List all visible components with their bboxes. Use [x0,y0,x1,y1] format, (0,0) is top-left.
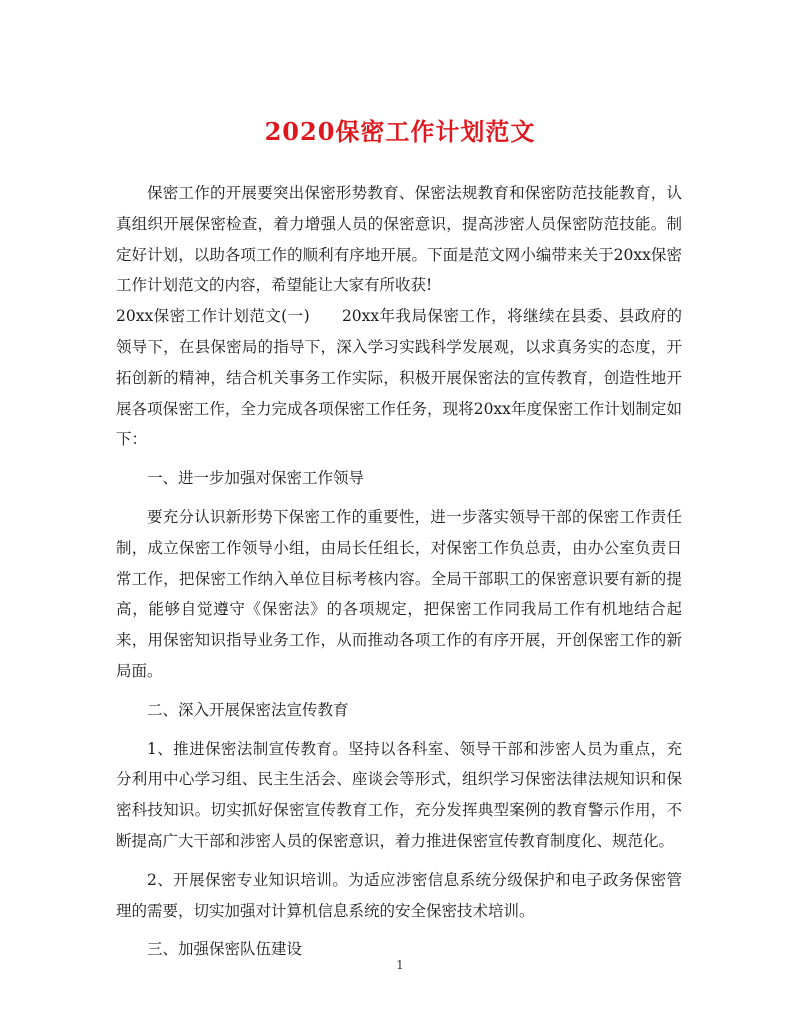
section-2-item-2: 2、开展保密专业知识培训。为适应涉密信息系统分级保护和电子政务保密管理的需要，切实加强对计算机信息系统的安全保密技术培训。 [116,870,682,920]
section-1-paragraph: 要充分认识新形势下保密工作的重要性，进一步落实领导干部的保密工作责任制，成立保密工作领导小组，由局长任组长，对保密工作负总责，由办公室负责日常工作，把保密工作纳入单位目标考核内容。全局干部职工的保密意识要有新的提高，能够自觉遵守《保密法》的各项规定，把保密工作同我局工作有机地结合起来，用保密知识指导业务工作，从而推动各项工作的有序开展，开创保密工作的新局面。 [116,507,682,680]
page-number: 1 [396,958,404,972]
section-heading-3: 三、加强保密队伍建设 [147,940,303,959]
section-heading-1: 一、进一步加强对保密工作领导 [147,469,365,488]
section-heading-2: 二、深入开展保密法宣传教育 [147,700,349,719]
document-body [116,178,682,965]
section-2-item-1: 1、推进保密法制宣传教育。坚持以各科室、领导干部和涉密人员为重点，充分利用中心学习组、民主生活会、座谈会等形式，组织学习保密法律法规知识和保密科技知识。切实抓好保密宣传教育工作，充分发挥典型案例的教育警示作用，不断提高广大干部和涉密人员的保密意识，着力推进保密宣传教育制度化、规范化。 [116,739,682,850]
document-title: 2020保密工作计划范文 [264,117,536,146]
plan-one-paragraph: 20xx保密工作计划范文(一) 20xx年我局保密工作，将继续在县委、县政府的领导下，在县保密局的指导下，深入学习实践科学发展观，以求真务实的态度，开拓创新的精神，结合机关事务工作实际，积极开展保密法的宣传教育，创造性地开展各项保密工作，全力完成各项保密工作任务，现将20xx年度保密工作计划制定如下： [116,307,682,449]
intro-paragraph: 保密工作的开展要突出保密形势教育、保密法规教育和保密防范技能教育，认真组织开展保密检查，着力增强人员的保密意识，提高涉密人员保密防范技能。制定好计划，以助各项工作的顺利有序地开展。下面是范文网小编带来关于20xx保密工作计划范文的内容，希望能让大家有所收获! [116,184,682,295]
